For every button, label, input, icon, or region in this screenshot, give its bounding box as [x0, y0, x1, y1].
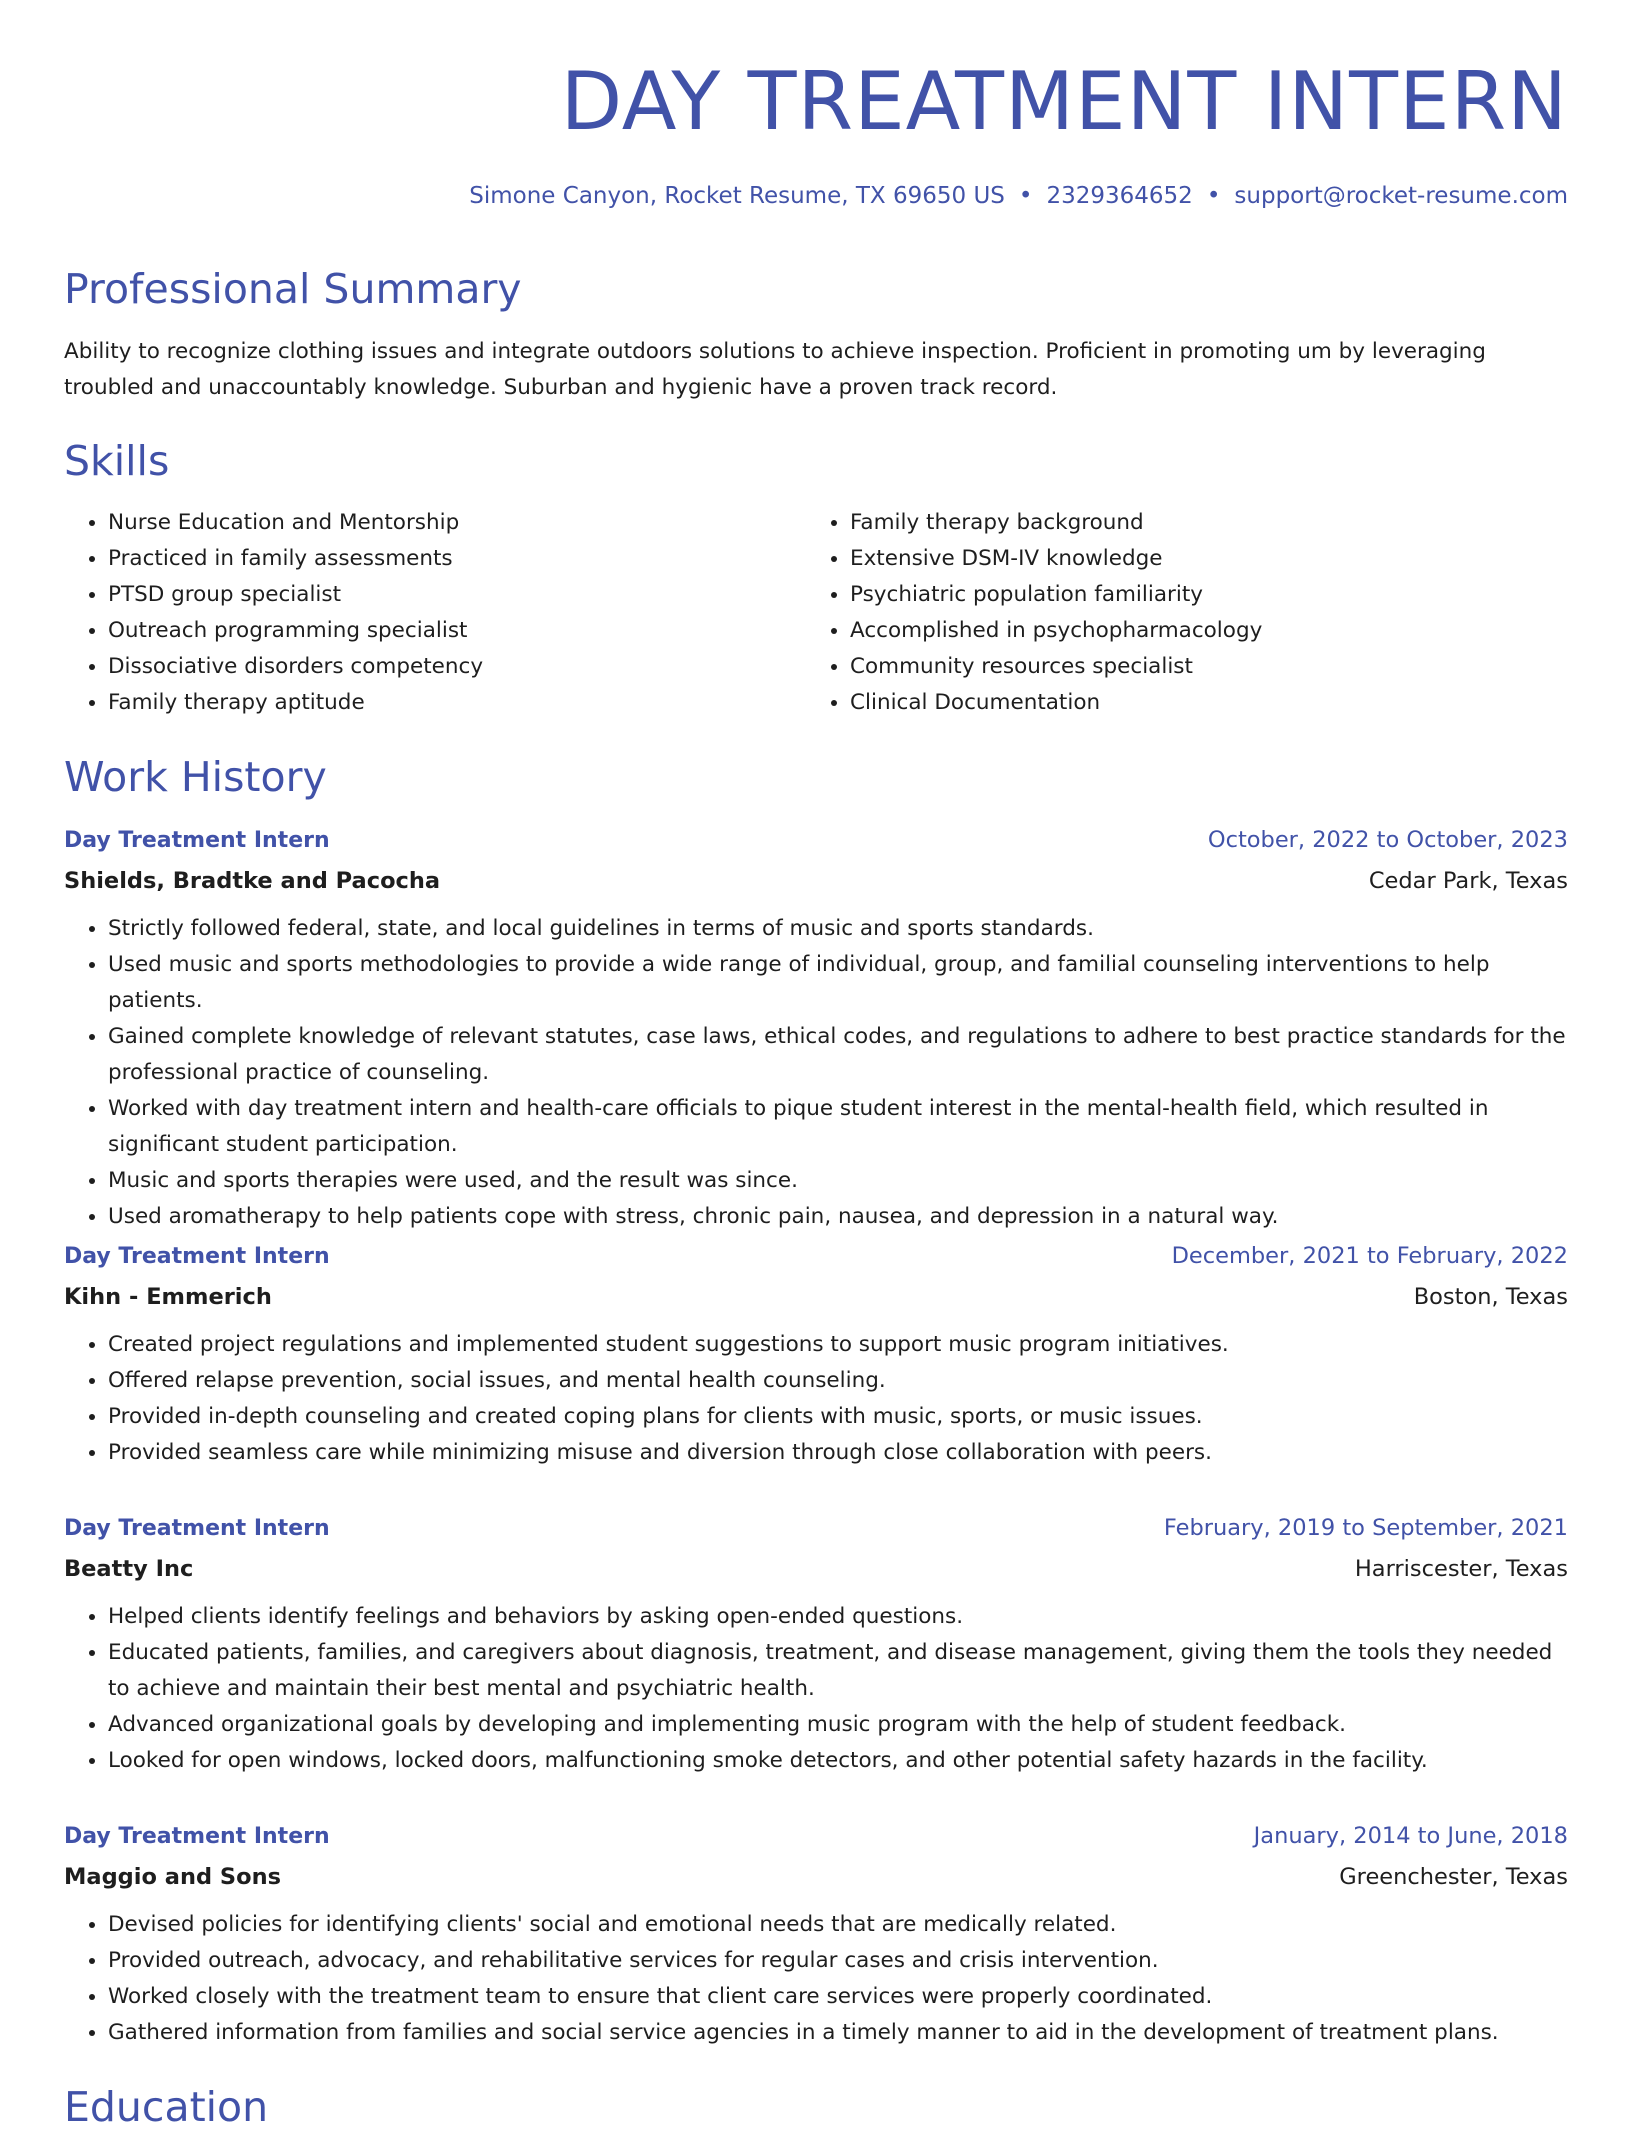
- job-dates: December, 2021 to February, 2022: [1171, 1243, 1568, 1269]
- job-entry: [64, 822, 1568, 1235]
- contact-address: Simone Canyon, Rocket Resume, TX 69650 US: [469, 183, 1005, 209]
- work-history-heading: Work History: [64, 753, 327, 801]
- job-bullet: • Created project regulations and implemented student suggestions to support music program initiatives.: [108, 1327, 1568, 1363]
- skill-item: • PTSD group specialist: [108, 577, 806, 613]
- job-title: Day Treatment Intern: [64, 1824, 330, 1849]
- education-heading: Education: [64, 2083, 269, 2131]
- skill-item: • Clinical Documentation: [850, 685, 1548, 721]
- contact-separator: •: [1206, 183, 1221, 209]
- job-company: Beatty Inc: [64, 1556, 194, 1582]
- job-bullets: [64, 1907, 1568, 2051]
- skill-item: • Accomplished in psychopharmacology: [850, 613, 1548, 649]
- skill-item: • Family therapy aptitude: [108, 685, 806, 721]
- job-bullet: • Looked for open windows, locked doors, malfunctioning smoke detectors, and other potential safety hazards in the facility.: [108, 1743, 1568, 1779]
- job-title: Day Treatment Intern: [64, 1516, 330, 1541]
- job-entry: [64, 1238, 1568, 1471]
- job-bullet: • Worked closely with the treatment team to ensure that client care services were properly coordinated.: [108, 1979, 1568, 2015]
- job-company: Kihn - Emmerich: [64, 1284, 272, 1310]
- job-bullet: • Advanced organizational goals by developing and implementing music program with the help of student feedback.: [108, 1707, 1568, 1743]
- skill-item: • Family therapy background: [850, 505, 1548, 541]
- contact-separator: •: [1018, 183, 1033, 209]
- job-bullet: • Used music and sports methodologies to provide a wide range of individual, group, and familial counseling interventions to help patients.: [108, 947, 1568, 1019]
- summary-heading: Professional Summary: [64, 265, 522, 313]
- job-bullet: • Helped clients identify feelings and behaviors by asking open-ended questions.: [108, 1599, 1568, 1635]
- job-dates: February, 2019 to September, 2021: [1163, 1515, 1568, 1541]
- job-bullet: • Provided in-depth counseling and created coping plans for clients with music, sports, or music issues.: [108, 1399, 1568, 1435]
- job-bullet: • Provided seamless care while minimizing misuse and diversion through close collaboration with peers.: [108, 1435, 1568, 1471]
- job-bullet: • Gathered information from families and social service agencies in a timely manner to aid in the development of treatment plans.: [108, 2015, 1568, 2051]
- job-bullets: [64, 1327, 1568, 1471]
- skill-item: • Psychiatric population familiarity: [850, 577, 1548, 613]
- contact-email[interactable]: support@rocket-resume.com: [1234, 183, 1568, 209]
- job-bullet: • Educated patients, families, and caregivers about diagnosis, treatment, and disease management, giving them the tools they needed to achieve and maintain their best mental and psychiatric health.: [108, 1635, 1568, 1707]
- job-bullet: • Offered relapse prevention, social issues, and mental health counseling.: [108, 1363, 1568, 1399]
- skills-list: [64, 505, 1568, 721]
- skill-item: • Extensive DSM-IV knowledge: [850, 541, 1548, 577]
- job-bullet: • Music and sports therapies were used, and the result was since.: [108, 1163, 1568, 1199]
- job-company: Shields, Bradtke and Pacocha: [64, 868, 441, 894]
- job-location: Boston, Texas: [1413, 1284, 1568, 1310]
- job-entry: [64, 1510, 1568, 1779]
- skill-item: • Community resources specialist: [850, 649, 1548, 685]
- job-bullet: • Used aromatherapy to help patients cope with stress, chronic pain, nausea, and depression in a natural way.: [108, 1199, 1568, 1235]
- skills-column-right: [806, 505, 1548, 721]
- skill-item: • Nurse Education and Mentorship: [108, 505, 806, 541]
- contact-line: [469, 182, 1568, 210]
- contact-phone: 2329364652: [1046, 183, 1193, 209]
- job-bullets: [64, 1599, 1568, 1779]
- skill-item: • Outreach programming specialist: [108, 613, 806, 649]
- job-title: Day Treatment Intern: [64, 1244, 330, 1269]
- job-entry: [64, 1818, 1568, 2051]
- skills-column-left: [64, 505, 806, 721]
- job-bullet: • Strictly followed federal, state, and local guidelines in terms of music and sports standards.: [108, 911, 1568, 947]
- resume-name-heading: DAY TREATMENT INTERN: [560, 55, 1568, 148]
- job-dates: January, 2014 to June, 2018: [1253, 1823, 1568, 1849]
- skill-item: • Dissociative disorders competency: [108, 649, 806, 685]
- job-title: Day Treatment Intern: [64, 828, 330, 853]
- job-company: Maggio and Sons: [64, 1864, 282, 1890]
- skills-heading: Skills: [64, 437, 170, 485]
- job-bullet: • Devised policies for identifying clients' social and emotional needs that are medically related.: [108, 1907, 1568, 1943]
- job-bullet: • Provided outreach, advocacy, and rehabilitative services for regular cases and crisis intervention.: [108, 1943, 1568, 1979]
- resume-page: [64, 0, 1568, 2131]
- job-bullet: • Worked with day treatment intern and health-care officials to pique student interest in the mental-health field, which resulted in significant student participation.: [108, 1091, 1568, 1163]
- job-location: Greenchester, Texas: [1339, 1864, 1568, 1890]
- skill-item: • Practiced in family assessments: [108, 541, 806, 577]
- job-dates: October, 2022 to October, 2023: [1207, 827, 1568, 853]
- job-location: Cedar Park, Texas: [1368, 868, 1568, 894]
- summary-text: Ability to recognize clothing issues and integrate outdoors solutions to achieve inspection. Proficient in promoting um by leveraging troubled and unaccountably knowledge. Suburban and hygienic have a proven track record.: [64, 339, 1486, 400]
- job-bullet: • Gained complete knowledge of relevant statutes, case laws, ethical codes, and regulations to adhere to best practice standards for the professional practice of counseling.: [108, 1019, 1568, 1091]
- job-location: Harriscester, Texas: [1354, 1556, 1568, 1582]
- job-bullets: [64, 911, 1568, 1235]
